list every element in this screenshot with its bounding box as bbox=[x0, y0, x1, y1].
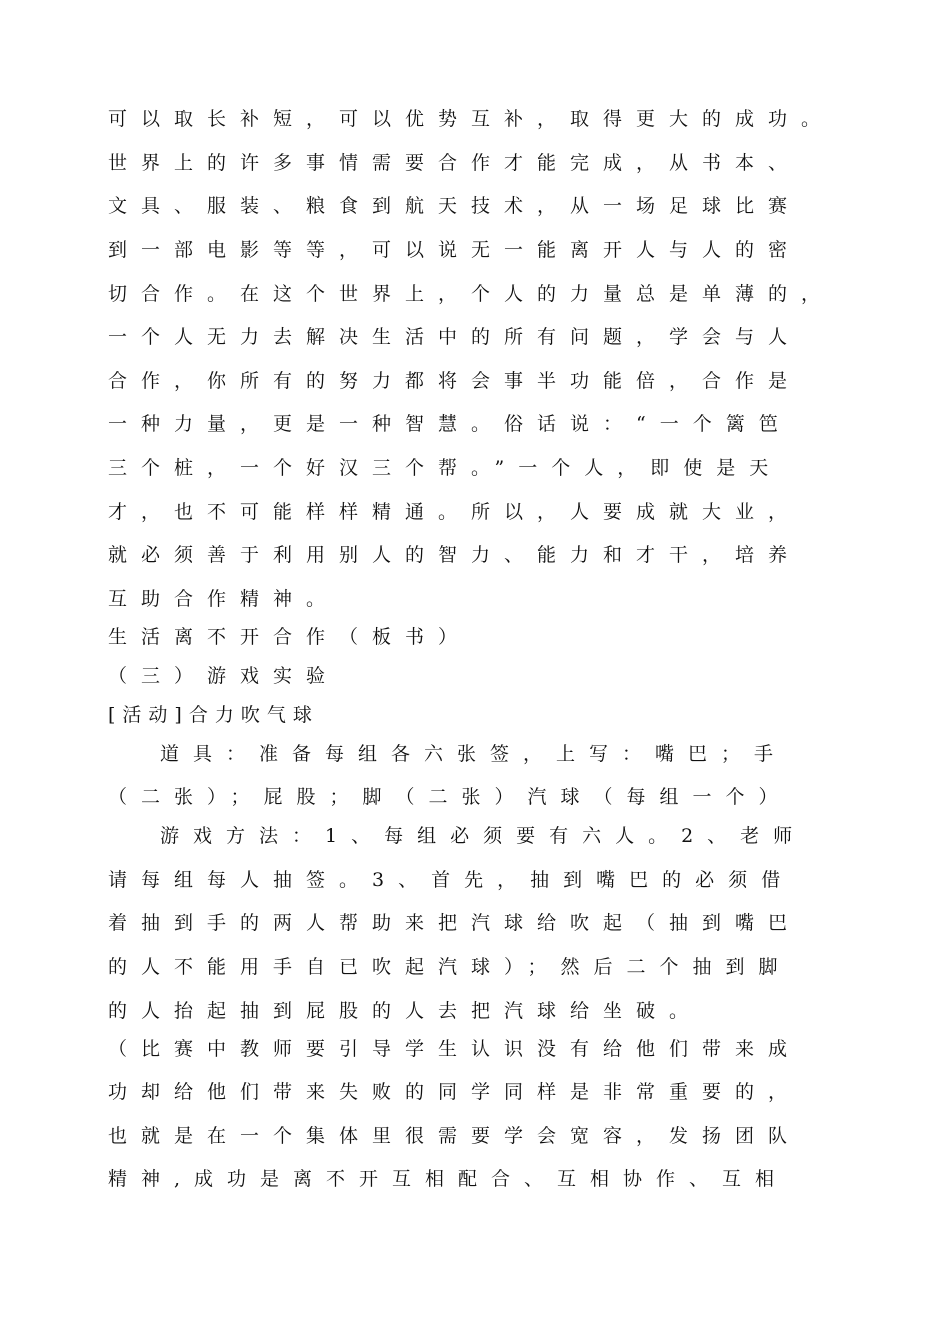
text-line: 就必须善于利用别人的智力、能力和才干，培养 bbox=[108, 544, 802, 566]
section-heading: （三）游戏实验 bbox=[108, 665, 340, 687]
text-line: 三个桩，一个好汉三个帮。”一个人，即使是天 bbox=[108, 457, 783, 479]
text-line: 世界上的许多事情需要合作才能完成，从书本、 bbox=[108, 152, 802, 174]
text-line: 精神,成功是离不开互相配合、互相协作、互相 bbox=[108, 1168, 789, 1190]
text-line: 的人不能用手自已吹起汽球）；然后二个抽到脚 bbox=[108, 956, 792, 978]
text-line: 功却给他们带来失败的同学同样是非常重要的， bbox=[108, 1081, 802, 1103]
text-line: 也就是在一个集体里很需要学会宽容，发扬团队 bbox=[108, 1125, 802, 1147]
section-heading: 生活离不开合作（板书） bbox=[108, 626, 472, 648]
text-line: 着抽到手的两人帮助来把汽球给吹起（抽到嘴巴 bbox=[108, 912, 802, 934]
text-line: 到一部电影等等，可以说无一能离开人与人的密 bbox=[108, 239, 802, 261]
text-line: 才，也不可能样样精通。所以，人要成就大业， bbox=[108, 501, 802, 523]
text-line: 合作，你所有的努力都将会事半功能倍，合作是 bbox=[108, 370, 802, 392]
text-line: 一个人无力去解决生活中的所有问题，学会与人 bbox=[108, 326, 802, 348]
text-line: 道具：准备每组各六张签，上写：嘴巴；手 bbox=[160, 743, 788, 765]
text-line: 的人抬起抽到屁股的人去把汽球给坐破。 bbox=[108, 1000, 703, 1022]
activity-title: [活动]合力吹气球 bbox=[108, 704, 319, 726]
text-line: 互助合作精神。 bbox=[108, 588, 340, 610]
text-line: 请每组每人抽签。3、首先，抽到嘴巴的必须借 bbox=[108, 869, 795, 891]
text-line: （二张）；屁股；脚（二张）汽球（每组一个） bbox=[108, 786, 792, 808]
text-line: （比赛中教师要引导学生认识没有给他们带来成 bbox=[108, 1038, 802, 1060]
text-line: 可以取长补短，可以优势互补，取得更大的成功。 bbox=[108, 108, 835, 130]
text-line: 切合作。在这个世界上，个人的力量总是单薄的， bbox=[108, 283, 835, 305]
text-line: 文具、服装、粮食到航天技术，从一场足球比赛 bbox=[108, 195, 802, 217]
text-line: 一种力量，更是一种智慧。俗话说：“一个篱笆 bbox=[108, 413, 792, 435]
text-line: 游戏方法：1、每组必须要有六人。2、老师 bbox=[160, 825, 807, 847]
